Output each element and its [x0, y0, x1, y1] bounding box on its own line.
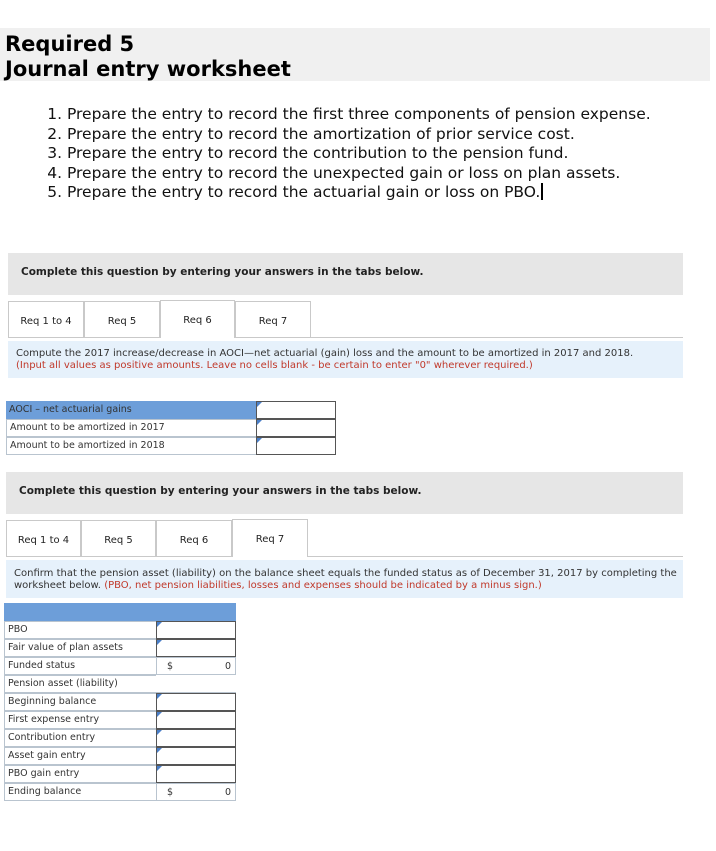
amortized-2018-input[interactable]	[256, 437, 336, 455]
tab-req-7[interactable]: Req 7	[235, 301, 311, 337]
pbo-gain-entry-input[interactable]	[156, 765, 236, 783]
row-label: Beginning balance	[4, 693, 156, 711]
list-item: 3. Prepare the entry to record the contribution to the pension fund.	[47, 144, 569, 162]
fair-value-plan-assets-input[interactable]	[156, 639, 236, 657]
page-subtitle: Journal entry worksheet	[5, 57, 291, 81]
row-label: PBO	[4, 621, 156, 639]
instructions: Confirm that the pension asset (liability) on the balance sheet equals the funded status as of December 31, 2017 by completing the worksheet below. (PBO, net pension liabilities, losses and expenses should be indicated by a minus sign.)	[6, 560, 683, 598]
tab-req-5[interactable]: Req 5	[81, 520, 156, 556]
list-item: 4. Prepare the entry to record the unexpected gain or loss on plan assets.	[47, 163, 621, 182]
tab-req-5[interactable]: Req 5	[84, 301, 160, 337]
steps-list	[14, 105, 651, 203]
text-cursor	[541, 183, 543, 200]
row-label: Funded status	[4, 657, 156, 675]
list-item: 2. Prepare the entry to record the amortization of prior service cost.	[47, 124, 575, 143]
row-label: Fair value of plan assets	[4, 639, 156, 657]
tab-req-7[interactable]: Req 7	[232, 519, 308, 557]
row-label: Asset gain entry	[4, 747, 156, 765]
aoci-net-actuarial-gains-input[interactable]	[256, 401, 336, 419]
empty-cell	[156, 675, 236, 693]
row-label: Contribution entry	[4, 729, 156, 747]
funded-status-total: $ 0	[156, 657, 236, 675]
tab-divider	[6, 556, 232, 557]
table-header	[156, 603, 236, 621]
beginning-balance-input[interactable]	[156, 693, 236, 711]
tab-req-1-to-4[interactable]: Req 1 to 4	[6, 520, 81, 556]
question-prompt-bar: Complete this question by entering your answers in the tabs below.	[8, 253, 683, 295]
tab-divider	[8, 337, 160, 338]
tab-divider	[308, 556, 683, 557]
row-label: Pension asset (liability)	[4, 675, 156, 693]
tab-divider	[235, 337, 683, 338]
list-item: 5. Prepare the entry to record the actuarial gain or loss on PBO.	[14, 183, 651, 203]
row-label: First expense entry	[4, 711, 156, 729]
pbo-input[interactable]	[156, 621, 236, 639]
amortized-2017-input[interactable]	[256, 419, 336, 437]
question-prompt-bar: Complete this question by entering your answers in the tabs below.	[6, 472, 683, 514]
title-box	[0, 28, 710, 81]
tab-req-1-to-4[interactable]: Req 1 to 4	[8, 301, 84, 337]
row-label: Ending balance	[4, 783, 156, 801]
ending-balance-total: $ 0	[156, 783, 236, 801]
asset-gain-entry-input[interactable]	[156, 747, 236, 765]
first-expense-entry-input[interactable]	[156, 711, 236, 729]
row-label: PBO gain entry	[4, 765, 156, 783]
row-label: Amount to be amortized in 2017	[6, 419, 256, 437]
page-title: Required 5	[5, 32, 135, 56]
instructions: Compute the 2017 increase/decrease in AOCI—net actuarial (gain) loss and the amount to be amortized in 2017 and 2018. (Input all values as positive amounts. Leave no cells blank - be certain to enter "0" wherever required.)	[8, 341, 683, 378]
list-item: 1. Prepare the entry to record the first three components of pension expense.	[47, 105, 651, 123]
tab-req-6[interactable]: Req 6	[156, 520, 232, 556]
row-label: AOCI – net actuarial gains	[9, 404, 132, 415]
contribution-entry-input[interactable]	[156, 729, 236, 747]
table-header	[4, 603, 156, 621]
row-label: Amount to be amortized in 2018	[6, 437, 256, 455]
tab-req-6[interactable]: Req 6	[160, 300, 235, 338]
